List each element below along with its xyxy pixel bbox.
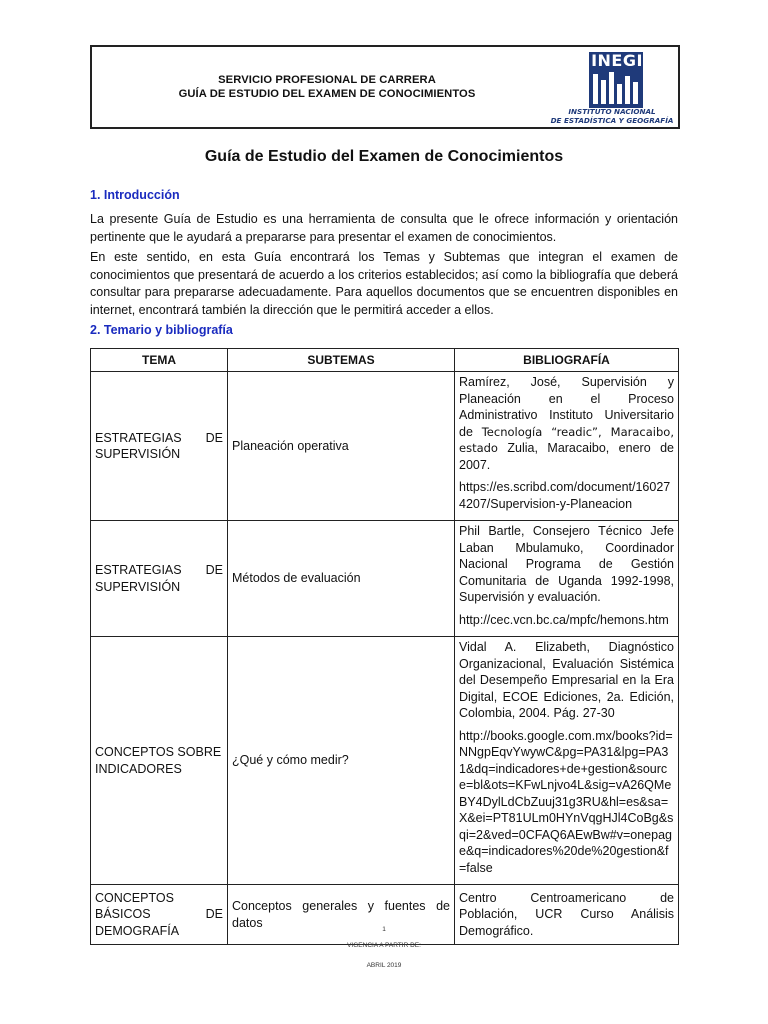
- bibliografia-link[interactable]: https://es.scribd.com/document/160274207/Supervision-y-Planeacion: [459, 480, 671, 511]
- temario-table: [90, 348, 679, 945]
- page-number: 1: [382, 926, 386, 933]
- header-tema: TEMA: [91, 349, 228, 372]
- bibliografia-text: Centro Centroamericano de Población, UCR Curso Análisis Demográfico.: [459, 890, 674, 938]
- tema-cell: ESTRATEGIAS DE SUPERVISIÓN: [91, 372, 228, 521]
- table-row: [91, 521, 679, 637]
- temario-heading: 2. Temario y bibliografía: [90, 323, 233, 337]
- tema-cell: CONCEPTOS BÁSICOS DE DEMOGRAFÍA: [91, 885, 228, 945]
- logo-grid-icon: [589, 70, 643, 108]
- bibliografia-text-a: Ramírez, José, Supervisión y Planeación en el Proceso Administrativo Instituto Universitario de: [459, 375, 674, 439]
- subtema-cell: Métodos de evaluación: [228, 521, 455, 637]
- bibliografia-cell: [455, 885, 679, 945]
- bibliografia-text-c: Zulia, Maracaibo, enero de 2007.: [459, 441, 674, 472]
- intro-heading: 1. Introducción: [90, 188, 180, 202]
- header-bibliografia: BIBLIOGRAFÍA: [455, 349, 679, 372]
- bibliografia-text: Phil Bartle, Consejero Técnico Jefe Laban Mbulamuko, Coordinador Nacional Programa de Gestión Comunitaria de Uganda 1992-1998, Supervisión y evaluación.: [459, 524, 674, 604]
- logo-caption-line-1: INSTITUTO NACIONAL: [568, 107, 656, 116]
- intro-paragraph-2: En este sentido, en esta Guía encontrará los Temas y Subtemas que integran el examen de conocimientos que presentará de acuerdo a los criterios establecidos; así como la bibliografía que deberá consultar para prepararse adecuadamente. Para aquellos documentos que se encuentren disponibles en internet, encontrará también la dirección que le permitirá acceder a ellos.: [90, 250, 678, 317]
- logo-caption-line-2: DE ESTADÍSTICA Y GEOGRAFÍA: [550, 115, 674, 125]
- logo-wordmark: INEGI: [591, 51, 643, 70]
- header-line-1: SERVICIO PROFESIONAL DE CARRERA: [218, 74, 436, 86]
- bibliografia-text-b: Tecnología “readic”, Maracaibo, estado: [459, 424, 674, 455]
- vigencia-date: ABRIL 2019: [366, 962, 402, 969]
- bibliografia-text: Vidal A. Elizabeth, Diagnóstico Organizacional, Evaluación Sistémica del Desempeño Empresarial en la Era Digital, ECOE Ediciones, 2a. Edición, Colombia, 2004. Pág. 27-30: [459, 640, 674, 720]
- bibliografia-link[interactable]: http://books.google.com.mx/books?id=NNgpEqvYwywC&pg=PA31&lpg=PA31&dq=indicadores+de+gestion&source=bl&ots=KFwLnjvo4L&sig=vA26QMeBY4DylLdCbZuuj31g3RU&hl=es&sa=X&ei=PT81ULm0HYnVqgHJl4CoBg&sqi=2&ved=0CFAQ6AEwBw#v=onepage&q=indicadores%20de%20gestion&f=false: [459, 728, 674, 875]
- table-header-row: [91, 349, 679, 372]
- tema-cell: CONCEPTOS SOBRE INDICADORES: [91, 637, 228, 885]
- table-row: [91, 372, 679, 521]
- inegi-logo: [547, 52, 677, 126]
- document-header: [90, 45, 680, 129]
- subtema-cell: Conceptos generales y fuentes de datos: [228, 885, 455, 945]
- bibliografia-link[interactable]: http://cec.vcn.bc.ca/mpfc/hemons.htm: [459, 612, 669, 627]
- header-line-2: GUÍA DE ESTUDIO DEL EXAMEN DE CONOCIMIENTOS: [178, 88, 476, 100]
- vigencia-label: VIGENCIA A PARTIR DE:: [347, 942, 421, 949]
- bibliografia-text: [459, 374, 674, 473]
- bibliografia-cell: [455, 372, 679, 521]
- intro-paragraph-1: La presente Guía de Estudio es una herramienta de consulta que le ofrece información y orientación pertinente que le ayudará a prepararse para presentar el examen de conocimientos.: [90, 212, 678, 244]
- table-row: [91, 637, 679, 885]
- document-title: Guía de Estudio del Examen de Conocimientos: [204, 148, 564, 165]
- subtema-cell: ¿Qué y cómo medir?: [228, 637, 455, 885]
- tema-cell: ESTRATEGIAS DE SUPERVISIÓN: [91, 521, 228, 637]
- header-subtemas: SUBTEMAS: [228, 349, 455, 372]
- subtema-cell: Planeación operativa: [228, 372, 455, 521]
- table-row: [91, 885, 679, 945]
- header-text: [92, 73, 562, 101]
- bibliografia-cell: [455, 637, 679, 885]
- bibliografia-cell: [455, 521, 679, 637]
- logo-caption: [547, 108, 677, 125]
